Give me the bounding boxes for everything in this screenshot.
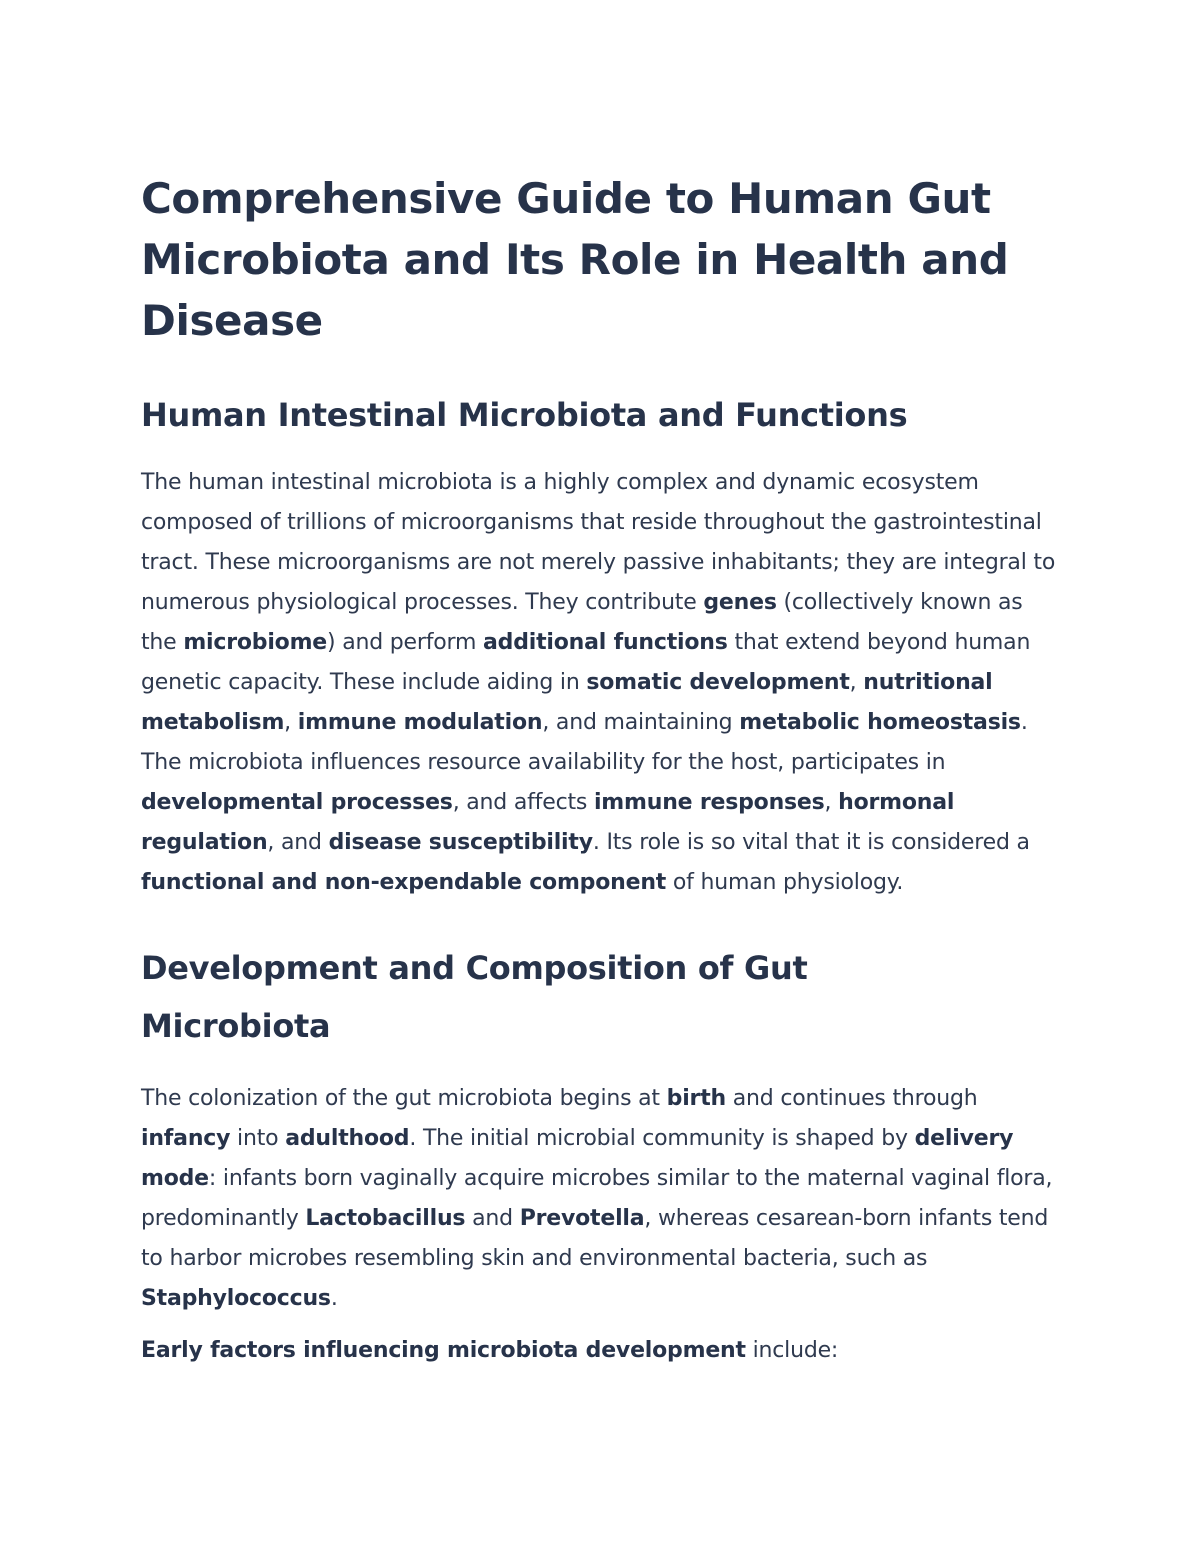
section-heading-development: Development and Composition of Gut Microbiota — [141, 949, 808, 1045]
text-run: The colonization of the gut microbiota begins at — [141, 1086, 667, 1111]
text-run: , whereas cesarean-born infants tend to harbor microbes resembling skin and environmental bacteria, such as — [141, 1206, 1049, 1271]
bold-term: delivery mode — [141, 1126, 1014, 1191]
text-run: , — [824, 790, 839, 815]
text-run: ) and perform — [327, 630, 484, 655]
bold-term: nutritional metabolism — [141, 670, 993, 735]
section-paragraph-colonization — [141, 1079, 1061, 1319]
text-run: : infants born vaginally acquire microbes similar to the maternal vaginal flora, predominantly — [141, 1166, 1053, 1231]
bold-term: additional functions — [483, 630, 728, 655]
text-run: , and — [267, 830, 329, 855]
text-run: . The initial microbial community is shaped by — [409, 1126, 915, 1151]
bold-term: hormonal regulation — [141, 790, 955, 855]
text-run: . The microbiota influences resource availability for the host, participates in — [141, 710, 1028, 775]
text-run: , — [849, 670, 864, 695]
bold-term: functional and non-expendable component — [141, 870, 667, 895]
text-run: . — [330, 1286, 338, 1311]
text-run: and — [465, 1206, 520, 1231]
text-run: The human intestinal microbiota is a highly complex and dynamic ecosystem composed of trillions of microorganisms that reside throughout the gastrointestinal tract. These microorganisms are not merely passive inhabitants; they are integral to numerous physiological processes. They contribute — [141, 470, 1056, 615]
bold-term: immune responses — [593, 790, 825, 815]
bold-term: Lactobacillus — [305, 1206, 466, 1231]
text-run: , — [284, 710, 298, 735]
text-run: (collectively known as the — [141, 590, 1023, 655]
bold-term: microbiome — [183, 630, 328, 655]
section-heading-intestinal-microbiota: Human Intestinal Microbiota and Functions — [141, 396, 908, 434]
text-run: that extend beyond human genetic capacity. These include aiding in — [141, 630, 1031, 695]
factors-intro — [141, 1331, 1061, 1371]
bold-term: birth — [666, 1086, 726, 1111]
text-run: , and maintaining — [542, 710, 740, 735]
document-title: Comprehensive Guide to Human Gut Microbiota and Its Role in Health and Disease — [141, 174, 1009, 345]
text-run: into — [230, 1126, 286, 1151]
bold-term: developmental processes — [141, 790, 453, 815]
text-run: include: — [745, 1338, 839, 1363]
bold-term: disease susceptibility — [328, 830, 593, 855]
text-run: . Its role is so vital that it is considered a — [592, 830, 1030, 855]
section-paragraph-functions — [141, 463, 1061, 903]
text-run: , and affects — [452, 790, 594, 815]
bold-term: metabolic homeostasis — [739, 710, 1021, 735]
bold-term: immune modulation — [297, 710, 543, 735]
text-run: and continues through — [725, 1086, 978, 1111]
bold-term: Early factors influencing microbiota development — [141, 1338, 746, 1363]
bold-term: Prevotella — [519, 1206, 645, 1231]
text-run: of human physiology. — [666, 870, 904, 895]
bold-term: genes — [703, 590, 777, 615]
bold-term: adulthood — [285, 1126, 410, 1151]
bold-term: somatic development — [586, 670, 850, 695]
document-page — [141, 168, 1061, 1371]
bold-term: Staphylococcus — [141, 1286, 331, 1311]
bold-term: infancy — [141, 1126, 231, 1151]
